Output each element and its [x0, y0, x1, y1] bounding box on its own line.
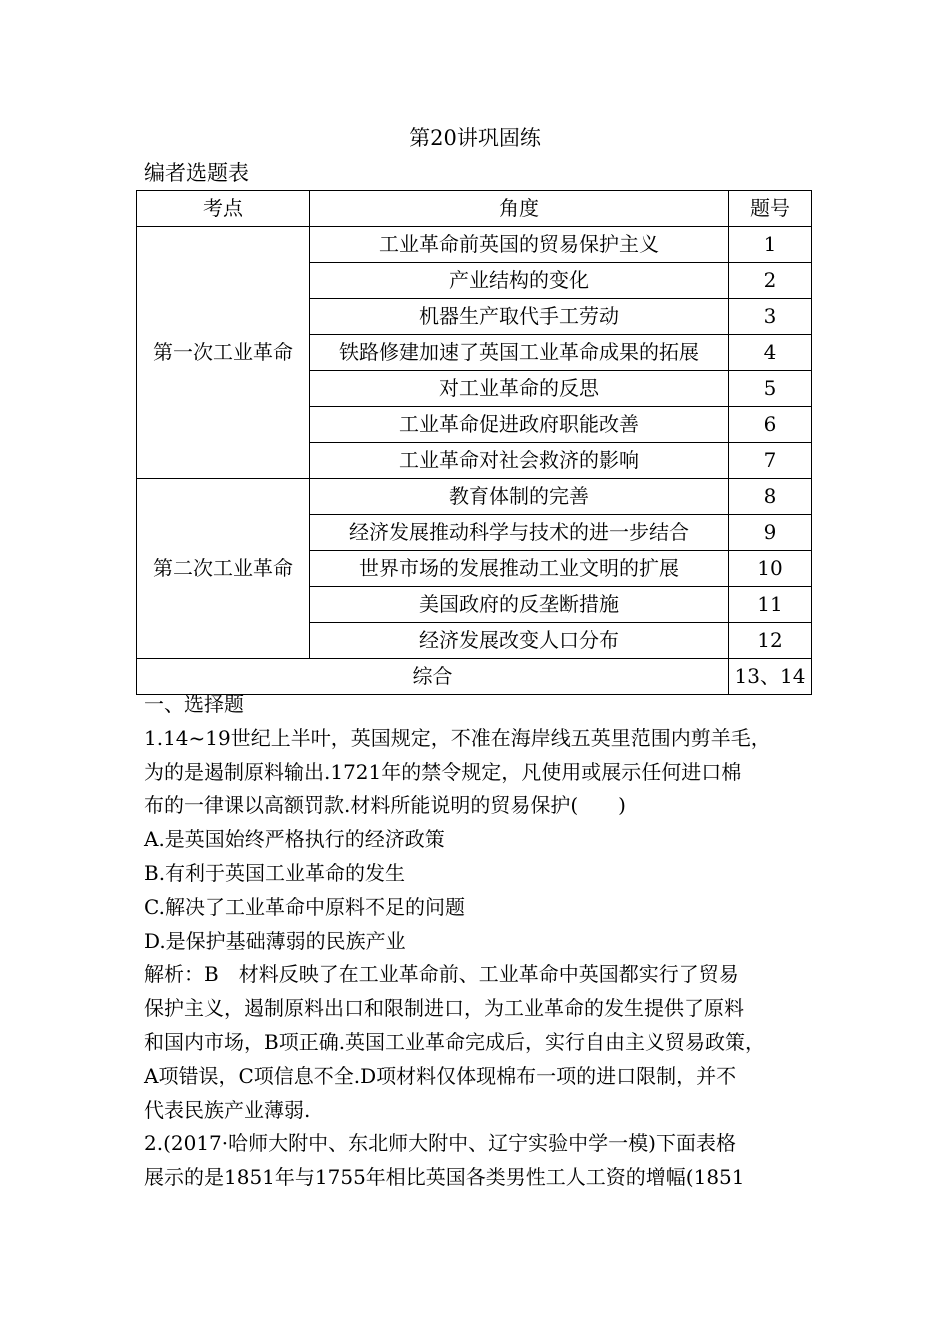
number-cell: 3	[729, 299, 812, 335]
number-cell: 10	[729, 551, 812, 587]
q1-stem-line: 为的是遏制原料输出.1721年的禁令规定，凡使用或展示任何进口棉	[144, 759, 742, 784]
number-cell: 11	[729, 587, 812, 623]
q1-option-d: D.是保护基础薄弱的民族产业	[144, 928, 406, 953]
q2-stem-line: 2.(2017·哈师大附中、东北师大附中、辽宁实验中学一模)下面表格	[144, 1131, 736, 1156]
header-angle: 角度	[310, 191, 729, 227]
page-title: 第20讲巩固练	[409, 126, 541, 150]
q1-analysis-line: A项错误，C项信息不全.D项材料仅体现棉布一项的进口限制，并不	[144, 1063, 737, 1088]
table-row	[137, 227, 812, 263]
angle-cell: 工业革命对社会救济的影响	[310, 443, 729, 479]
angle-cell: 对工业革命的反思	[310, 371, 729, 407]
q2-stem-line: 展示的是1851年与1755年相比英国各类男性工人工资的增幅(1851	[144, 1165, 745, 1190]
number-cell: 9	[729, 515, 812, 551]
table-caption: 编者选题表	[144, 161, 249, 185]
topic-cell: 第二次工业革命	[137, 479, 310, 659]
q1-analysis-line: 代表民族产业薄弱.	[144, 1097, 311, 1122]
topic-cell: 第一次工业革命	[137, 227, 310, 479]
q1-stem-line: 1.14~19世纪上半叶，英国规定，不准在海岸线五英里范围内剪羊毛，	[144, 725, 771, 750]
topic-selection-table	[136, 190, 812, 695]
angle-cell: 经济发展改变人口分布	[310, 623, 729, 659]
q1-analysis-line: 解析：B 材料反映了在工业革命前、工业革命中英国都实行了贸易	[144, 962, 739, 987]
angle-cell: 产业结构的变化	[310, 263, 729, 299]
q1-analysis-line: 和国内市场，B项正确.英国工业革命完成后，实行自由主义贸易政策，	[144, 1029, 766, 1054]
angle-cell: 世界市场的发展推动工业文明的扩展	[310, 551, 729, 587]
number-cell: 1	[729, 227, 812, 263]
number-cell: 5	[729, 371, 812, 407]
section-heading: 一、选择题	[144, 692, 244, 716]
number-cell: 12	[729, 623, 812, 659]
number-cell: 6	[729, 407, 812, 443]
table-header-row	[137, 191, 812, 227]
angle-cell: 美国政府的反垄断措施	[310, 587, 729, 623]
angle-cell: 教育体制的完善	[310, 479, 729, 515]
header-number: 题号	[729, 191, 812, 227]
question-section	[144, 688, 824, 1195]
number-cell: 4	[729, 335, 812, 371]
angle-cell: 经济发展推动科学与技术的进一步结合	[310, 515, 729, 551]
angle-cell: 铁路修建加速了英国工业革命成果的拓展	[310, 335, 729, 371]
angle-cell: 工业革命促进政府职能改善	[310, 407, 729, 443]
angle-cell: 工业革命前英国的贸易保护主义	[310, 227, 729, 263]
angle-cell: 机器生产取代手工劳动	[310, 299, 729, 335]
summary-label: 综合	[137, 659, 729, 695]
header-topic: 考点	[137, 191, 310, 227]
number-cell: 7	[729, 443, 812, 479]
table-row	[137, 479, 812, 515]
number-cell: 2	[729, 263, 812, 299]
q1-stem-line: 布的一律课以高额罚款.材料所能说明的贸易保护( )	[144, 793, 626, 818]
q1-option-b: B.有利于英国工业革命的发生	[144, 860, 406, 885]
summary-number: 13、14	[729, 659, 812, 695]
q1-option-a: A.是英国始终严格执行的经济政策	[144, 827, 445, 852]
number-cell: 8	[729, 479, 812, 515]
q1-analysis-line: 保护主义，遏制原料出口和限制进口，为工业革命的发生提供了原料	[144, 996, 744, 1021]
q1-option-c: C.解决了工业革命中原料不足的问题	[144, 894, 465, 919]
